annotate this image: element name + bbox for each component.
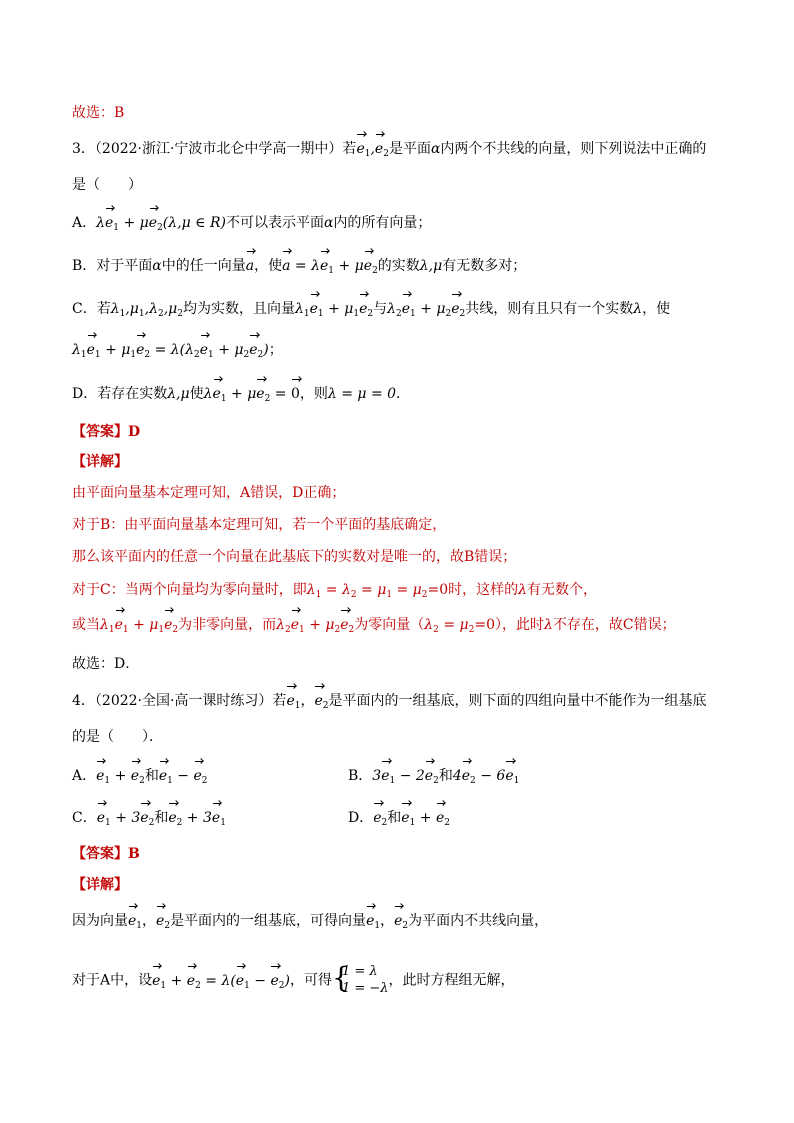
system-row-1: 1 = λ [341, 964, 378, 979]
q3-choice: 故选：D． [72, 656, 140, 672]
q3-stem-text-2: 内两个不共线的向量，则下列说法中正确的 [440, 141, 707, 157]
option-text-4: ． [396, 386, 411, 402]
math-expression: $e_1 + e_2$ [96, 768, 145, 786]
detail-text-2: 是平面内的一组基底，可得向量 [170, 913, 367, 929]
vector-a: a [245, 258, 255, 274]
equation-system [332, 963, 389, 998]
q3-stem-line2: 是（ ） [72, 177, 142, 193]
option-text-5: 有无数多对； [442, 258, 527, 274]
math-expression-2: $4e_2 - 6e_1$ [452, 768, 520, 786]
lambda-symbol: λ [518, 582, 528, 598]
math-expression: $\lambda_1e_1 + \mu_1e_2 = \lambda(\lambda_2e_1 + \mu_2e_2)$ [72, 342, 269, 360]
option-label: A． [72, 768, 97, 784]
math-expression-2: λ = μ = 0 [327, 386, 397, 402]
q3-detail-3: 那么该平面内的任意一个向量在此基底下的实数对是唯一的，故B错误； [72, 549, 517, 565]
q3-stem-source: 3．（2022·浙江·宁波市北仑中学高一期中）若 [72, 141, 357, 157]
q2-choice: 故选：B [72, 105, 125, 121]
lambda-mu: λ,μ [167, 386, 190, 402]
alpha-symbol: α [323, 215, 334, 231]
option-text: B．对于平面 [72, 258, 153, 274]
math-expression-2: $e_1 + e_2$ [401, 810, 450, 828]
option-text: 不可以表示平面 [225, 215, 324, 231]
option-label: A． [72, 215, 97, 231]
q3-answer: 【答案】D [72, 424, 141, 440]
math-expression: $e_1 + e_2 = \lambda(e_1 - e_2)$ [152, 972, 290, 991]
detail-text-4: =0），此时 [474, 617, 544, 633]
detail-text-3: 有无数个， [527, 582, 598, 598]
math-expression-2: $\lambda_2e_1 + \mu_2e_2$ [276, 617, 355, 635]
q4-stem-line1 [72, 691, 707, 716]
q3-detail-1: 由平面向量基本定理可知，A错误，D正确； [72, 485, 346, 501]
system-row-2: 1 = −λ [341, 981, 389, 996]
math-expression: $\lambda e_1 + \mu e_2 = 0$ [203, 386, 300, 404]
q3-stem-line1 [72, 139, 706, 164]
q4-stem-text: 是平面内的一组基底，则下面的四组向量中不能作为一组基底 [328, 693, 707, 709]
lambda-symbol: λ [544, 617, 553, 633]
option-text: D．若存在实数 [72, 386, 168, 402]
q4-option-c [72, 808, 226, 833]
option-text: C．若 [72, 301, 111, 317]
detail-text-2: ，可得 [289, 972, 332, 989]
q4-detail-title: 【详解】 [72, 877, 128, 893]
detail-text-3: 为零向量（ [354, 617, 425, 633]
option-text-4: 共线，则有且只有一个实数 [465, 301, 634, 317]
detail-text-3: ，此时方程组无解， [388, 972, 515, 989]
vector-e1: $e_1$ [128, 913, 143, 931]
math-expression: $\lambda_1,\mu_1,\lambda_2,\mu_2$ [110, 301, 183, 319]
q3-option-b [72, 256, 526, 281]
detail-text: 因为向量 [72, 913, 128, 929]
math-expression-2: $\lambda_1e_1 + \mu_1e_2$ [294, 301, 374, 319]
math-expression-3: $\lambda_2e_1 + \mu_2e_2$ [387, 301, 466, 319]
option-text-2: 使 [189, 386, 204, 402]
detail-text: 或当 [72, 617, 100, 633]
q4-option-b [348, 766, 519, 791]
q3-option-c-line2 [72, 340, 283, 365]
math-expression-2: $e_1 - e_2$ [158, 768, 208, 786]
vector-e2: $e_2$ [156, 913, 171, 931]
lambda-mu: λ,μ [419, 258, 443, 274]
option-text-5: ，使 [642, 301, 671, 317]
detail-text: 对于A中，设 [72, 972, 153, 989]
q4-detail-2 [72, 963, 515, 998]
option-text-2: 中的任一向量 [161, 258, 246, 274]
brace-symbol: { [331, 961, 350, 994]
q4-detail-1 [72, 911, 548, 936]
alpha-symbol: α [152, 258, 162, 274]
detail-text: 对于C：当两个向量均为零向量时，即 [72, 582, 307, 598]
q4-option-a [72, 766, 208, 791]
option-text-2: 内的所有向量； [333, 215, 432, 231]
q4-stem-sep: ， [300, 693, 315, 709]
q4-option-d [348, 808, 450, 833]
q3-option-c-line1 [72, 299, 670, 324]
q3-option-d [72, 384, 410, 409]
option-label: B． [348, 768, 373, 784]
q4-answer: 【答案】B [72, 846, 140, 862]
and-text: 和 [154, 810, 169, 826]
q4-stem-line2: 的是（ ）． [72, 729, 163, 745]
option-text-4: 的实数 [377, 258, 420, 274]
math-expression-2: $e_2 + 3e_1$ [168, 810, 226, 828]
vector-e2: $e_2$ [314, 693, 329, 711]
option-text: ； [268, 342, 283, 358]
vector-e1: $e_1$ [286, 693, 301, 711]
q3-detail-4 [72, 580, 597, 605]
math-expression: $3e_1 - 2e_2$ [372, 768, 439, 786]
option-label: D． [348, 810, 374, 826]
q3-detail-title: 【详解】 [72, 454, 128, 470]
detail-text-2: =0时，这样的 [427, 582, 519, 598]
and-text: 和 [144, 768, 159, 784]
math-expression: $\lambda_1 = \lambda_2 = \mu_1 = \mu_2$ [306, 582, 428, 600]
option-text-3: ，则 [299, 386, 328, 402]
math-expression: $\lambda_1e_1 + \mu_1e_2$ [100, 617, 179, 635]
q3-option-a [72, 213, 431, 238]
vector-e1-e2: $e_1,e_2$ [356, 141, 389, 159]
option-label: C． [72, 810, 97, 826]
detail-text-5: 不存在，故C错误； [552, 617, 676, 633]
option-text-2: 均为实数，且向量 [182, 301, 295, 317]
math-expression: $a = \lambda e_1 + \mu e_2$ [282, 258, 378, 276]
vector-e2-b: $e_2$ [394, 913, 409, 931]
detail-sep-2: ， [380, 913, 395, 929]
option-text-3: 与 [373, 301, 388, 317]
and-text: 和 [387, 810, 402, 826]
q3-detail-2: 对于B：由平面向量基本定理可知，若一个平面的基底确定， [72, 517, 447, 533]
vector-e1-b: $e_1$ [366, 913, 381, 931]
detail-text-2: 为非零向量，而 [178, 617, 277, 633]
math-expression-3: $\lambda_2 = \mu_2$ [424, 617, 475, 635]
option-text-3: ，使 [254, 258, 283, 274]
q4-stem-source: 4．（2022·全国·高一课时练习）若 [72, 693, 287, 709]
detail-text-3: 为平面内不共线向量， [408, 913, 549, 929]
math-expression: $e_1 + 3e_2$ [96, 810, 155, 828]
q3-detail-5 [72, 615, 676, 640]
q3-stem-text: 是平面 [388, 141, 431, 157]
math-expression: $e_2$ [373, 810, 388, 828]
and-text: 和 [438, 768, 453, 784]
alpha-symbol: α [430, 141, 441, 157]
detail-sep: ， [142, 913, 157, 929]
math-expression: $\lambda e_1 + \mu e_2(\lambda,\mu$ ∈ R) [96, 215, 226, 233]
lambda-symbol: λ [633, 301, 643, 317]
